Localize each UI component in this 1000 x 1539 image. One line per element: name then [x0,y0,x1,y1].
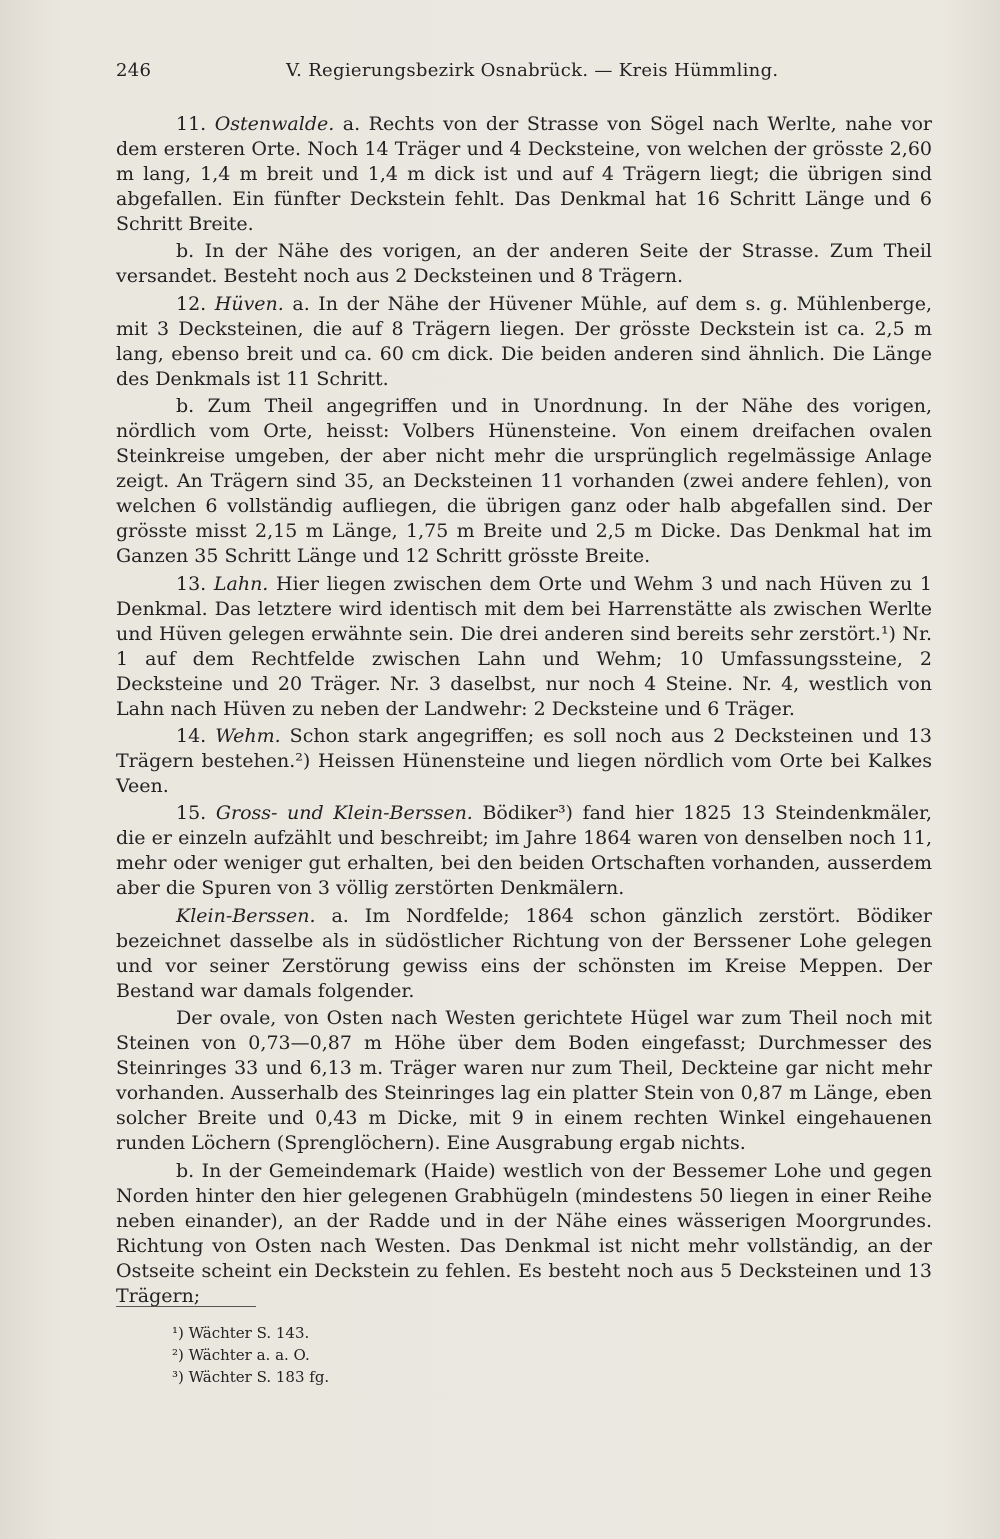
paragraph-text: a. Rechts von der Strasse von Sögel nach Werlte, nahe vor dem ersteren Orte. Noch 14 Träger und 4 Decksteine, von welchen der grösste 2,60 m lang, 1,4 m breit und 1,4 m dick ist und auf 4 Trägern liegt; die übrigen sind abgefallen. Ein fünfter Deckstein fehlt. Das Denkmal hat 16 Schritt Länge und 6 Schritt Breite. [116,113,932,235]
page-header [116,52,932,88]
paragraph-lead: 14. [176,724,216,747]
paragraph [116,112,932,237]
paragraph-lead: 13. [176,572,214,595]
paragraph-lead: b. [176,240,205,263]
paragraph [116,1006,932,1156]
paragraph-text: Bödiker³) fand hier 1825 13 Steindenkmäler, die er einzeln aufzählt und beschreibt; im Jahre 1864 waren von denselben noch 11, mehr oder weniger gut erhalten, bei den beiden Ortschaften vorhanden, ausserdem aber die Spuren von 3 völlig zerstörten Denkmälern. [116,802,932,900]
footnote-divider [116,1306,256,1307]
place-name: Klein-Berssen. [176,904,316,927]
footnote: ¹) Wächter S. 143. [172,1324,310,1342]
paragraph-lead: 15. [176,802,216,825]
paragraph-text: Zum Theil angegriffen und in Unordnung. In der Nähe des vorigen, nördlich vom Orte, heisst: Volbers Hünensteine. Von einem dreifachen ovalen Steinkreise umgeben, der aber nicht mehr die ursprünglich regelmässige Anlage zeigt. An Trägern sind 35, an Decksteinen 11 vorhanden (zwei andere fehlen), von welchen 6 vollständig aufliegen, die übrigen ganz oder halb abgefallen sind. Der grösste misst 2,15 m Länge, 1,75 m Breite und 2,5 m Dicke. Das Denkmal hat im Ganzen 35 Schritt Länge und 12 Schritt grösste Breite. [116,395,932,568]
paragraph [116,239,932,289]
paragraph-text: Hier liegen zwischen dem Orte und Wehm 3 und nach Hüven zu 1 Denkmal. Das letztere wird identisch mit dem bei Harrenstätte als zwischen Werlte und Hüven gelegen erwähnte sein. Die drei anderen sind bereits sehr zerstört.¹) Nr. 1 auf dem Rechtfelde zwischen Lahn und Wehm; 10 Umfassungssteine, 2 Decksteine und 20 Träger. Nr. 3 daselbst, nur noch 4 Steine. Nr. 4, westlich von Lahn nach Hüven zu neben der Landwehr: 2 Decksteine und 6 Träger. [116,572,932,720]
body-text [116,112,932,1311]
paragraph-text: Schon stark angegriffen; es soll noch aus 2 Decksteinen und 13 Trägern bestehen.²) Heissen Hünensteine und liegen nördlich vom Orte bei Kalkes Veen. [116,724,932,797]
paragraph [116,292,932,392]
paragraph-text: In der Nähe des vorigen, an der anderen Seite der Strasse. Zum Theil versandet. Besteht noch aus 2 Decksteinen und 8 Trägern. [116,240,932,288]
paragraph [116,572,932,722]
paragraph [116,904,932,1004]
paragraph-text: a. In der Nähe der Hüvener Mühle, auf dem s. g. Mühlenberge, mit 3 Decksteinen, die auf 8 Trägern liegen. Der grösste Deckstein ist ca. 2,5 m lang, ebenso breit und ca. 60 cm dick. Die beiden anderen sind ähnlich. Die Länge des Denkmals ist 11 Schritt. [116,292,932,390]
paragraph-lead: 12. [176,292,215,315]
page-number: 246 [116,60,152,81]
place-name: Ostenwalde. [214,113,335,135]
place-name: Lahn. [213,572,269,595]
paragraph-text: In der Gemeindemark (Haide) westlich von der Bessemer Lohe und gegen Norden hinter den hier gelegenen Grabhügeln (mindestens 50 liegen in einer Reihe neben einander), an der Radde und in der Nähe eines wässerigen Moorgrundes. Richtung von Osten nach Westen. Das Denkmal ist nicht mehr vollständig, an der Ostseite scheint ein Deckstein zu fehlen. Es besteht noch aus 5 Decksteinen und 13 Trägern; [116,1159,932,1307]
paragraph-text: Der ovale, von Osten nach Westen gerichtete Hügel war zum Theil noch mit Steinen von 0,73—0,87 m Höhe über dem Boden eingefasst; Durchmesser des Steinringes 33 und 6,13 m. Träger waren nur zum Theil, Deckteine gar nicht mehr vorhanden. Ausserhalb des Steinringes lag ein platter Stein von 0,87 m Länge, eben solcher Breite und 0,43 m Dicke, mit 9 in einem rechten Winkel eingehauenen runden Löchern (Sprenglöchern). Eine Ausgrabung ergab nichts. [116,1007,932,1155]
footnote: ³) Wächter S. 183 fg. [172,1368,330,1386]
footnotes [172,1322,572,1388]
paragraph-text: a. Im Nordfelde; 1864 schon gänzlich zerstört. Bödiker bezeichnet dasselbe als in südöstlicher Richtung von der Berssener Lohe gelegen und vor seiner Zerstörung gewiss eins der schönsten im Kreise Meppen. Der Bestand war damals folgender. [116,904,932,1002]
paragraph [116,394,932,569]
paragraph [116,1159,932,1309]
place-name: Gross- und Klein-Berssen. [215,802,473,825]
paragraph-lead: b. [176,395,208,418]
paragraph [116,801,932,901]
paragraph-lead: 11. [176,113,215,135]
place-name: Wehm. [215,724,281,747]
footnote: ²) Wächter a. a. O. [172,1346,310,1364]
paragraph [116,724,932,799]
place-name: Hüven. [214,292,284,315]
paragraph-lead: b. [176,1159,202,1182]
running-head: V. Regierungsbezirk Osnabrück. — Kreis Hümmling. [286,60,779,81]
